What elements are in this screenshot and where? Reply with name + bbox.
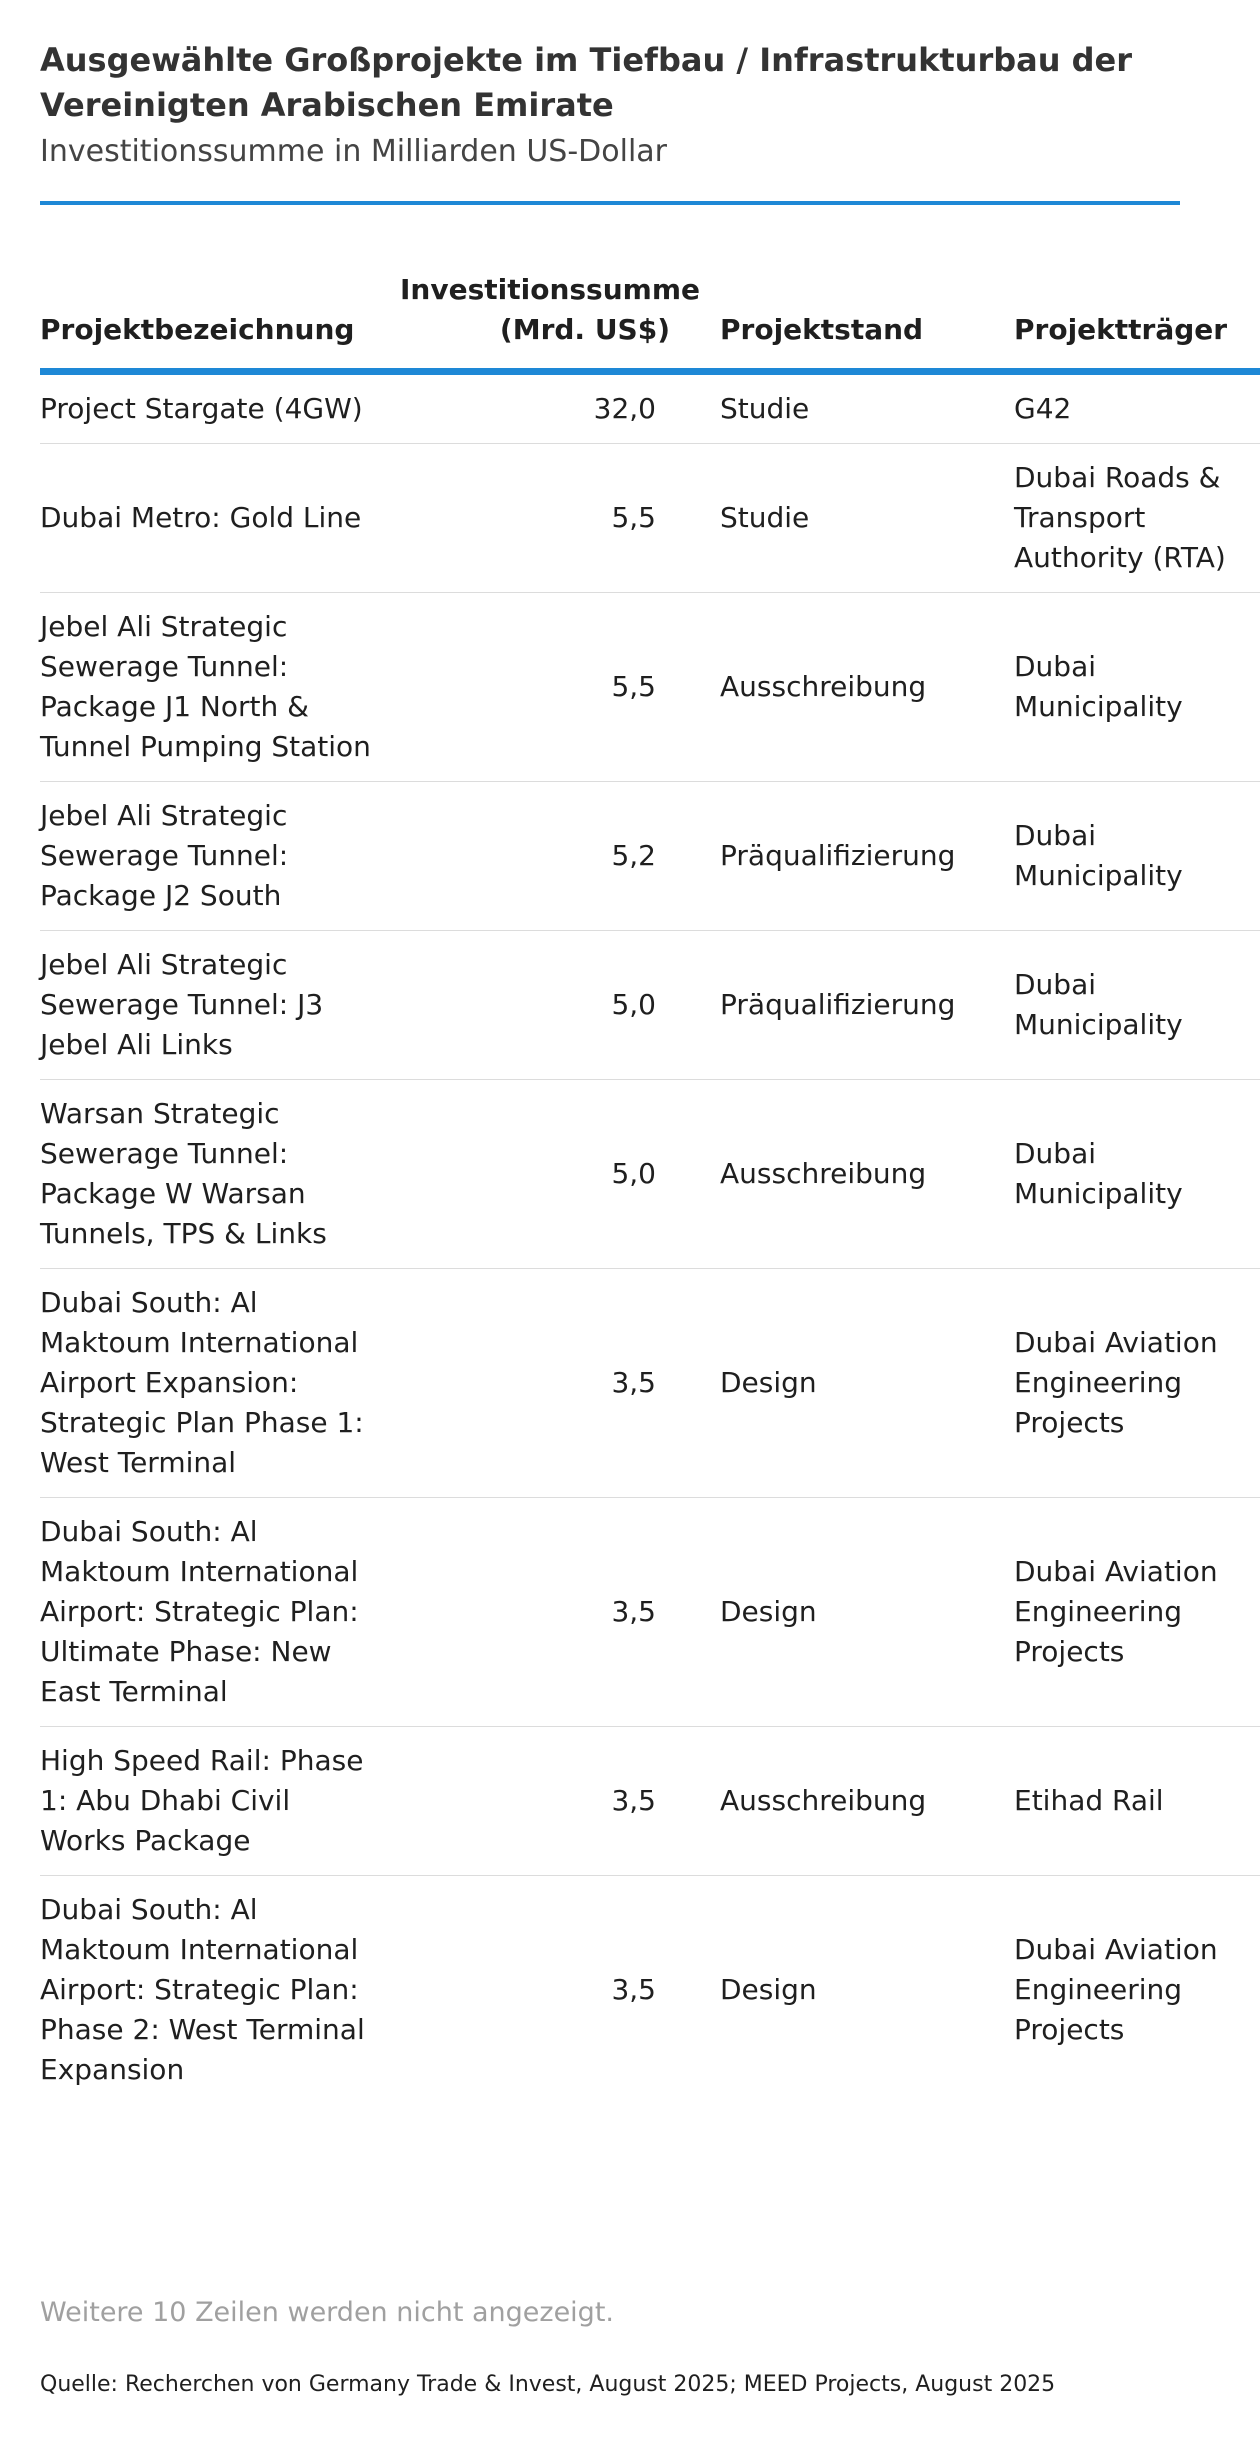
cell-projekttraeger: Dubai Municipality (980, 593, 1260, 782)
cell-investitionssumme: 5,2 (400, 782, 690, 931)
cell-projektbezeichnung: Jebel Ali Strategic Sewerage Tunnel: J3 Jebel Ali Links (40, 931, 400, 1080)
cell-projektstand: Ausschreibung (690, 1080, 980, 1269)
cell-investitionssumme: 3,5 (400, 1498, 690, 1727)
table-row (40, 1498, 1260, 1727)
projects-table (40, 270, 1260, 2104)
cell-projekttraeger: Dubai Aviation Engineering Projects (980, 1269, 1260, 1498)
cell-projektbezeichnung: Dubai South: Al Maktoum International Airport: Strategic Plan: Phase 2: West Terminal Expansion (40, 1893, 365, 2086)
table-body (40, 372, 1260, 2105)
cell-projektbezeichnung: Project Stargate (4GW) (40, 372, 400, 444)
cell-projektstand: Ausschreibung (690, 593, 980, 782)
table-row (40, 372, 1260, 444)
hidden-rows-note: Weitere 10 Zeilen werden nicht angezeigt. (40, 2297, 614, 2328)
table-row (40, 1080, 1260, 1269)
cell-projektbezeichnung: Jebel Ali Strategic Sewerage Tunnel: Package J1 North & Tunnel Pumping Station (40, 593, 400, 782)
cell-investitionssumme: 32,0 (400, 372, 690, 444)
table-header-row (40, 270, 1260, 372)
cell-projektbezeichnung: Dubai Metro: Gold Line (40, 444, 400, 593)
table-container[interactable] (40, 270, 1228, 2104)
cell-projektstand: Präqualifizierung (690, 931, 980, 1080)
cell-projektstand: Design (690, 1269, 980, 1498)
column-header-investitionssumme-label: Investitionssumme (Mrd. US$) (400, 273, 701, 346)
cell-projekttraeger: Dubai Aviation Engineering Projects (980, 1498, 1260, 1727)
cell-projektbezeichnung: High Speed Rail: Phase 1: Abu Dhabi Civil Works Package (40, 1727, 400, 1876)
table-row (40, 1876, 1260, 2105)
table-row (40, 931, 1260, 1080)
cell-projektstand: Design (720, 1973, 817, 2006)
cell-projektstand: Design (690, 1498, 980, 1727)
cell-investitionssumme: 5,5 (400, 444, 690, 593)
cell-investitionssumme: 3,5 (611, 1973, 656, 2006)
cell-projektstand: Präqualifizierung (690, 782, 980, 931)
source-note: Quelle: Recherchen von Germany Trade & Invest, August 2025; MEED Projects, August 2025 (40, 2372, 1056, 2397)
cell-projektbezeichnung: Dubai South: Al Maktoum International Airport Expansion: Strategic Plan Phase 1: West Terminal (40, 1269, 400, 1498)
cell-projektbezeichnung: Warsan Strategic Sewerage Tunnel: Package W Warsan Tunnels, TPS & Links (40, 1080, 400, 1269)
table-row (40, 593, 1260, 782)
cell-investitionssumme: 5,0 (400, 931, 690, 1080)
chart-title: Ausgewählte Großprojekte im Tiefbau / Infrastrukturbau der Vereinigten Arabischen Emirate (40, 41, 1133, 124)
column-header-projektbezeichnung[interactable]: Projektbezeichnung (40, 270, 400, 372)
column-header-projekttraeger[interactable]: Projektträger (980, 270, 1260, 372)
cell-investitionssumme: 5,5 (400, 593, 690, 782)
cell-projekttraeger: Dubai Municipality (980, 1080, 1260, 1269)
cell-investitionssumme: 3,5 (400, 1269, 690, 1498)
cell-projekttraeger: Etihad Rail (980, 1727, 1260, 1876)
cell-projektbezeichnung: Jebel Ali Strategic Sewerage Tunnel: Package J2 South (40, 782, 400, 931)
cell-projektbezeichnung: Dubai South: Al Maktoum International Airport: Strategic Plan: Ultimate Phase: New East Terminal (40, 1498, 400, 1727)
cell-projektstand: Ausschreibung (690, 1727, 980, 1876)
cell-investitionssumme: 5,0 (400, 1080, 690, 1269)
table-row (40, 1727, 1260, 1876)
cell-projekttraeger: Dubai Municipality (980, 782, 1260, 931)
cell-projekttraeger: Dubai Municipality (980, 931, 1260, 1080)
title-divider (40, 201, 1180, 205)
chart-subtitle: Investitionssumme in Milliarden US-Dollar (40, 134, 667, 169)
cell-projekttraeger: G42 (980, 372, 1260, 444)
cell-projekttraeger: Dubai Roads & Transport Authority (RTA) (980, 444, 1260, 593)
cell-projektstand: Studie (690, 372, 980, 444)
table-row (40, 1269, 1260, 1498)
column-header-projektstand[interactable]: Projektstand (690, 270, 980, 372)
column-header-investitionssumme[interactable] (400, 270, 701, 372)
table-row (40, 444, 1260, 593)
cell-projektstand: Studie (690, 444, 980, 593)
cell-projekttraeger: Dubai Aviation Engineering Projects (1014, 1933, 1218, 2046)
cell-investitionssumme: 3,5 (400, 1727, 690, 1876)
table-row (40, 782, 1260, 931)
